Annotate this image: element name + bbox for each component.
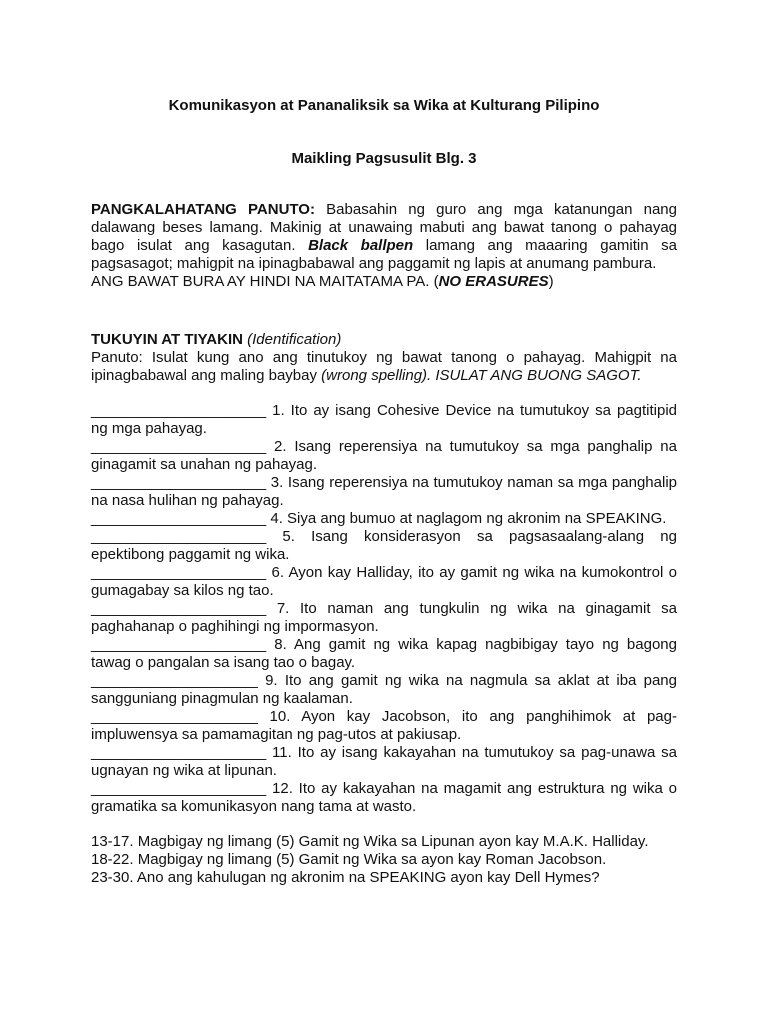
general-instructions-label: PANGKALAHATANG PANUTO:: [91, 201, 315, 218]
answer-blank[interactable]: _____________________: [91, 474, 267, 491]
no-erasures-line-start: ANG BAWAT BURA AY HINDI NA MAITATAMA PA. (: [91, 273, 439, 290]
item-text: 1. Ito ay isang Cohesive Device na tumutukoy sa pagtitipid ng mga pahayag.: [91, 402, 677, 437]
answer-blank[interactable]: ____________________: [91, 672, 258, 689]
general-instructions-text-2: lamang ang maaaring gamitin sa pagsasagot; mahigpit na ipinagbabawal ang paggamit ng lapis at anumang pambura.: [91, 237, 677, 272]
list-item: [91, 528, 677, 564]
list-item: [91, 438, 677, 474]
identification-header: [91, 331, 677, 349]
list-item: [91, 474, 677, 510]
item-text: 11. Ito ay isang kakayahan na tumutukoy sa pag-unawa sa ugnayan ng wika at lipunan.: [91, 744, 677, 779]
list-item: [91, 672, 677, 708]
item-text: 5. Isang konsiderasyon sa pagsasaalang-alang ng epektibong paggamit ng wika.: [91, 528, 677, 563]
answer-blank[interactable]: _____________________: [91, 438, 267, 455]
item-text: 6. Ayon kay Halliday, ito ay gamit ng wika na kumokontrol o gumagabay sa kilos ng tao.: [91, 564, 677, 599]
item-text: 3. Isang reperensiya na tumutukoy naman sa mga panghalip na nasa hulihan ng pahayag.: [91, 474, 677, 509]
identification-title-paren: (Identification): [247, 331, 342, 348]
answer-blank[interactable]: _____________________: [91, 402, 267, 419]
list-item: [91, 402, 677, 438]
identification-instructions-italic: (wrong spelling). ISULAT ANG BUONG SAGOT.: [321, 367, 642, 384]
answer-blank[interactable]: _____________________: [91, 744, 267, 761]
answer-blank[interactable]: _____________________: [91, 510, 267, 527]
task-item: 18-22. Magbigay ng limang (5) Gamit ng Wika sa ayon kay Roman Jacobson.: [91, 851, 607, 868]
list-item: [91, 780, 677, 816]
answer-blank[interactable]: _____________________: [91, 564, 267, 581]
answer-blank[interactable]: _____________________: [91, 636, 267, 653]
no-erasures-line-end: ): [548, 273, 554, 290]
list-item: [91, 510, 677, 528]
answer-blank[interactable]: _____________________: [91, 780, 267, 797]
task-item: 23-30. Ano ang kahulugan ng akronim na SPEAKING ayon kay Dell Hymes?: [91, 869, 600, 886]
item-text: 7. Ito naman ang tungkulin ng wika na ginagamit sa paghahanap o paghihingi ng impormasyon.: [91, 600, 677, 635]
document-title: Komunikasyon at Pananaliksik sa Wika at Kulturang Pilipino: [168, 97, 600, 114]
list-item: [91, 564, 677, 600]
answer-blank[interactable]: _____________________: [91, 528, 267, 545]
identification-items: [91, 402, 677, 816]
item-text: 8. Ang gamit ng wika kapag nagbibigay tayo ng bagong tawag o pangalan sa isang tao o bagay.: [91, 636, 677, 671]
item-text: 4. Siya ang bumuo at naglagom ng akronim na SPEAKING.: [266, 510, 667, 527]
item-text: 12. Ito ay kakayahan na magamit ang estruktura ng wika o gramatika sa komunikasyon nang tama at wasto.: [91, 780, 677, 815]
task-item: 13-17. Magbigay ng limang (5) Gamit ng Wika sa Lipunan ayon kay M.A.K. Halliday.: [91, 833, 649, 850]
item-text: 9. Ito ang gamit ng wika na nagmula sa aklat at iba pang sangguniang pinagmulan ng kaalaman.: [91, 672, 677, 707]
answer-blank[interactable]: ____________________: [91, 708, 258, 725]
list-item: [91, 744, 677, 780]
list-item: [91, 600, 677, 636]
black-ballpen-emphasis: Black ballpen: [308, 237, 414, 254]
item-text: 10. Ayon kay Jacobson, ito ang panghihimok at pag-impluwensya sa pamamagitan ng pag-utos at pakiusap.: [91, 708, 677, 743]
item-text: 2. Isang reperensiya na tumutukoy sa mga panghalip na ginagamit sa unahan ng pahayag.: [91, 438, 677, 473]
identification-section: [91, 331, 677, 816]
answer-blank[interactable]: _____________________: [91, 600, 267, 617]
identification-title: TUKUYIN AT TIYAKIN: [91, 331, 243, 348]
general-instructions: [91, 201, 677, 291]
list-item: [91, 636, 677, 672]
general-instructions-text-1: Babasahin ng guro ang mga katanungan nang dalawang beses lamang. Makinig at unawaing mabuti ang bawat tanong o pahayag bago isulat ang kasagutan.: [91, 201, 677, 254]
identification-instructions-text: Panuto: Isulat kung ano ang tinutukoy ng bawat tanong o pahayag. Mahigpit na ipinagbabawal ang maling baybay: [91, 349, 677, 384]
identification-instructions: [91, 349, 677, 385]
quiz-number: Maikling Pagsusulit Blg. 3: [291, 150, 477, 167]
no-erasures-emphasis: NO ERASURES: [438, 273, 549, 290]
enumeration-tasks: [91, 833, 677, 887]
list-item: [91, 708, 677, 744]
